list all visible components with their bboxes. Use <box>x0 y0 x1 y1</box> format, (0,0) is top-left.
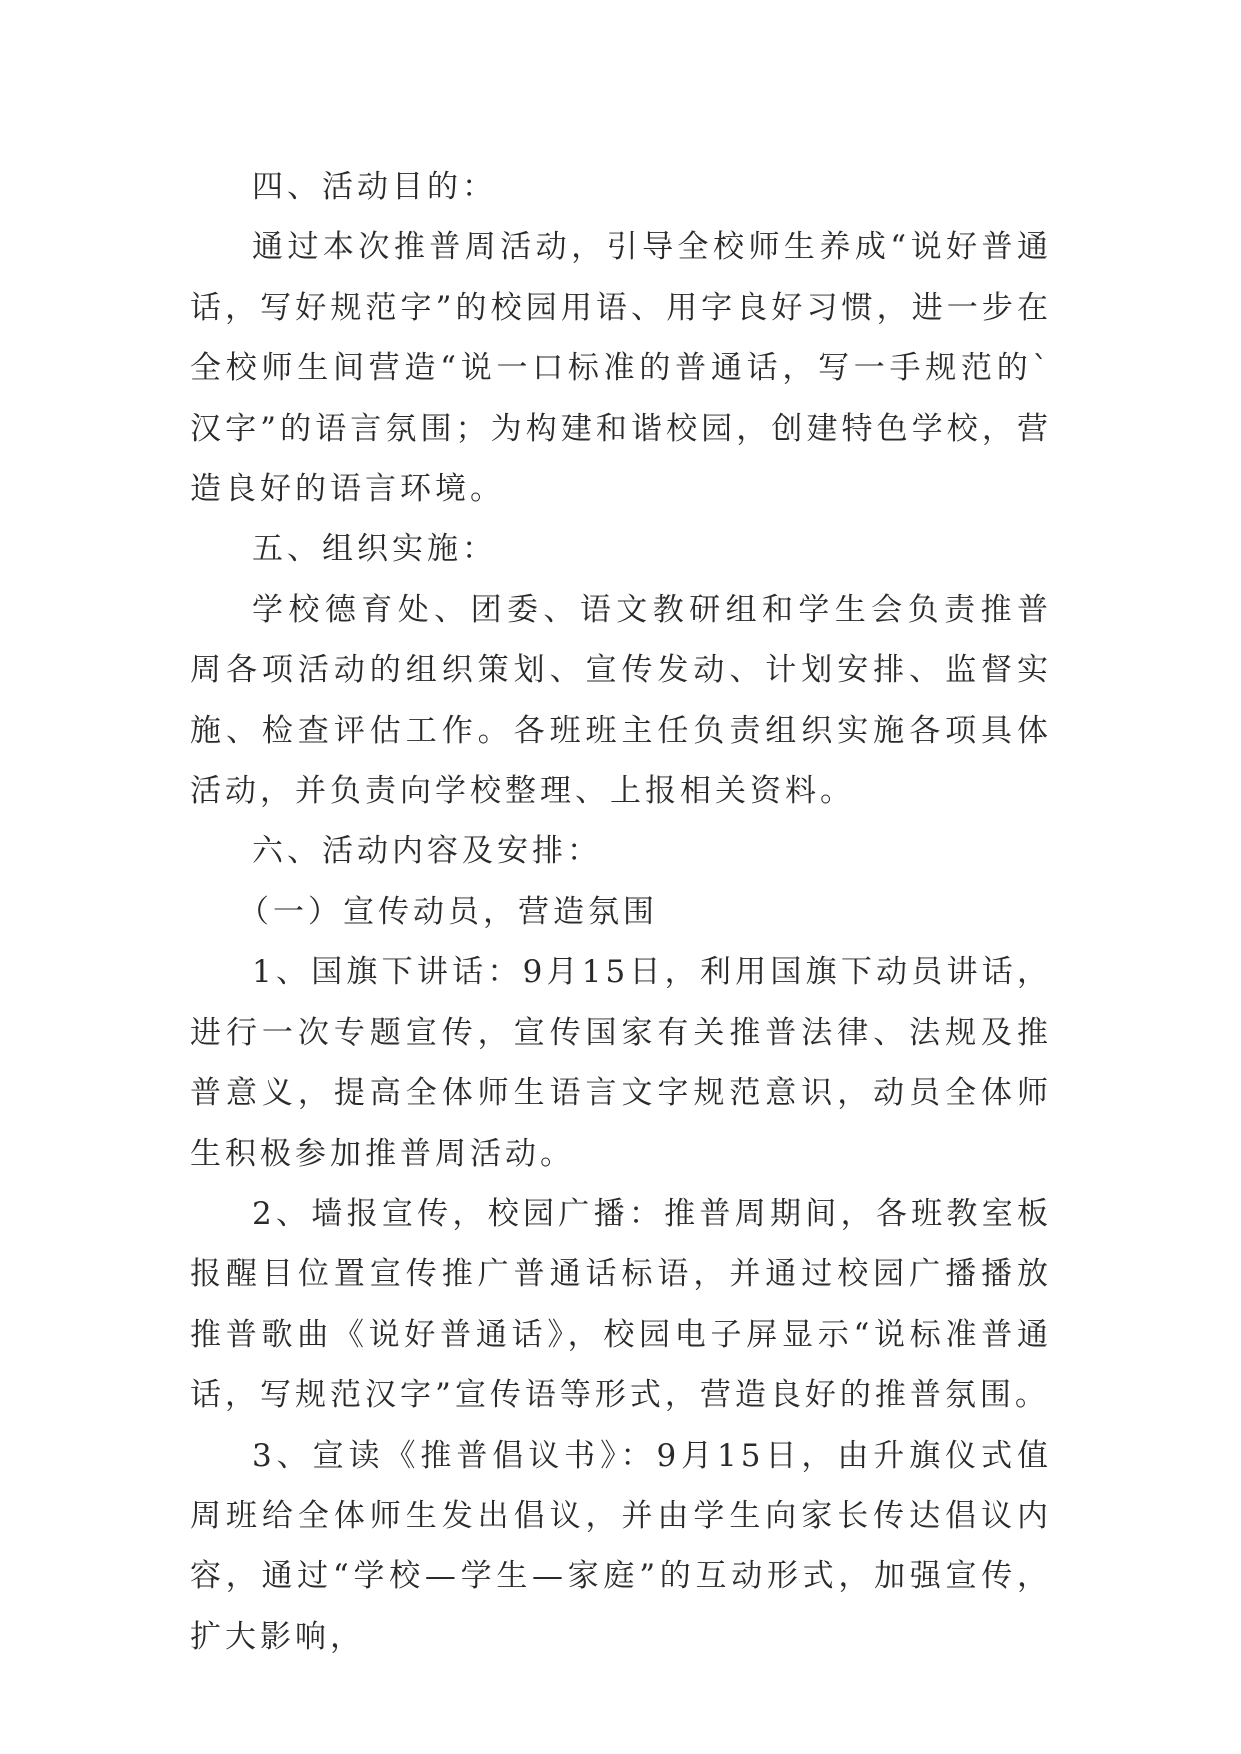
paragraph-item-2: 2、墙报宣传，校园广播：推普周期间，各班教室板报醒目位置宣传推广普通话标语，并通过校园广播播放推普歌曲《说好普通话》，校园电子屏显示“说标准普通话，写规范汉字”宣传语等形式，营造良好的推普氛围。 <box>190 1195 1052 1414</box>
subsection-heading-publicity: （一）宣传动员，营造氛围 <box>238 893 659 930</box>
section-heading-purpose: 四、活动目的： <box>252 169 497 205</box>
section-heading-organization: 五、组织实施： <box>252 531 497 568</box>
paragraph-item-1: 1、国旗下讲话：9月15日，利用国旗下动员讲话，进行一次专题宣传，宣传国家有关推普法律、法规及推普意义，提高全体师生语言文字规范意识，动员全体师生积极参加推普周活动。 <box>190 954 1052 1172</box>
paragraph-organization: 学校德育处、团委、语文教研组和学生会负责推普周各项活动的组织策划、宣传发动、计划安排、监督实施、检查评估工作。各班班主任负责组织实施各项具体活动，并负责向学校整理、上报相关资料。 <box>190 591 1052 810</box>
document-body <box>190 157 1052 1667</box>
section-heading-content: 六、活动内容及安排： <box>252 833 602 870</box>
paragraph-item-3: 3、宣读《推普倡议书》：9月15日，由升旗仪式值周班给全体师生发出倡议，并由学生向家长传达倡议内容，通过“学校—学生—家庭”的互动形式，加强宣传，扩大影响， <box>190 1437 1052 1655</box>
paragraph-purpose: 通过本次推普周活动，引导全校师生养成“说好普通话，写好规范字”的校园用语、用字良好习惯，进一步在全校师生间营造“说一口标准的普通话，写一手规范的`汉字”的语言氛围；为构建和谐校园，创建特色学校，营造良好的语言环境。 <box>190 229 1052 508</box>
